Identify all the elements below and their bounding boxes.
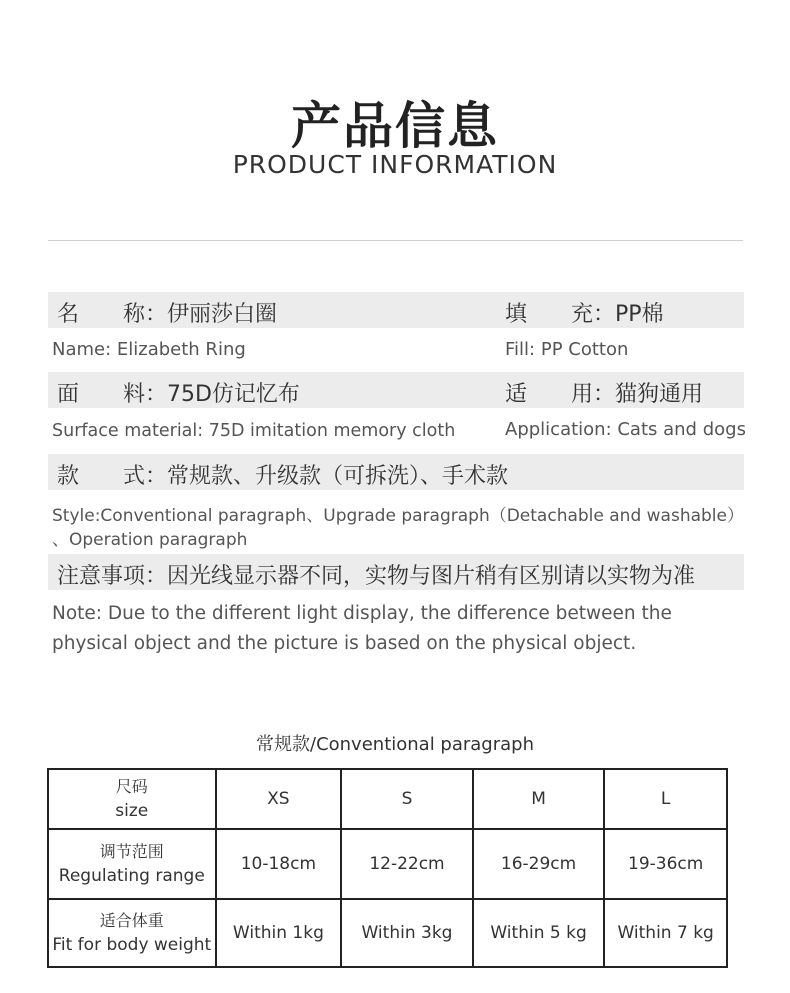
- size-header-cn: 尺码: [115, 777, 148, 796]
- page-title: 产品信息: [291, 97, 499, 155]
- note-label-cn: 注意事项：因光线显示器不同，实物与图片稍有区别请以实物为准: [57, 564, 696, 589]
- material-label-cn: 面 料：75D仿记忆布: [57, 382, 300, 407]
- weight-cell-m: Within 5 kg: [473, 899, 605, 967]
- page-subtitle: PRODUCT INFORMATION: [232, 150, 558, 179]
- weight-header-cell: [48, 899, 216, 967]
- size-header-en: size: [115, 801, 149, 821]
- size-table: [47, 768, 728, 968]
- note-label-en: Note: Due to the different light display, the difference between the physical object and the picture is based on the physical object.: [52, 603, 672, 654]
- application-label-cn: 适 用：猫狗通用: [505, 382, 704, 407]
- style-label-cn: 款 式：常规款、升级款（可拆洗）、手术款: [57, 464, 509, 489]
- range-header-en: Regulating range: [58, 866, 205, 886]
- range-cell-l: 19-36cm: [604, 829, 727, 899]
- style-label-en-line2: 、Operation paragraph: [52, 530, 248, 550]
- weight-cell-s: Within 3kg: [341, 899, 473, 967]
- table-row-range: [48, 829, 727, 899]
- range-header-cn: 调节范围: [99, 842, 164, 861]
- divider: [48, 240, 743, 241]
- range-cell-m: 16-29cm: [473, 829, 605, 899]
- name-label-cn: 名 称：伊丽莎白圈: [57, 302, 278, 327]
- weight-cell-xs: Within 1kg: [216, 899, 342, 967]
- range-header-cell: [48, 829, 216, 899]
- name-label-en: Name: Elizabeth Ring: [52, 339, 246, 360]
- size-table-title: 常规款/Conventional paragraph: [256, 734, 534, 755]
- size-cell-xs: XS: [216, 769, 342, 829]
- style-label-en-line1: Style:Conventional paragraph、Upgrade paragraph（Detachable and washable）: [52, 506, 744, 526]
- weight-cell-l: Within 7 kg: [604, 899, 727, 967]
- material-label-en: Surface material: 75D imitation memory cloth: [52, 421, 456, 441]
- fill-label-en: Fill: PP Cotton: [505, 339, 629, 360]
- table-row-weight: [48, 899, 727, 967]
- range-cell-s: 12-22cm: [341, 829, 473, 899]
- fill-label-cn: 填 充：PP棉: [505, 302, 664, 327]
- range-cell-xs: 10-18cm: [216, 829, 342, 899]
- weight-header-en: Fit for body weight: [52, 935, 212, 955]
- application-label-en: Application: Cats and dogs: [505, 419, 746, 440]
- weight-header-cn: 适合体重: [99, 911, 164, 930]
- size-cell-s: S: [341, 769, 473, 829]
- size-cell-m: M: [473, 769, 605, 829]
- table-row-size: [48, 769, 727, 829]
- size-header-cell: [48, 769, 216, 829]
- size-cell-l: L: [604, 769, 727, 829]
